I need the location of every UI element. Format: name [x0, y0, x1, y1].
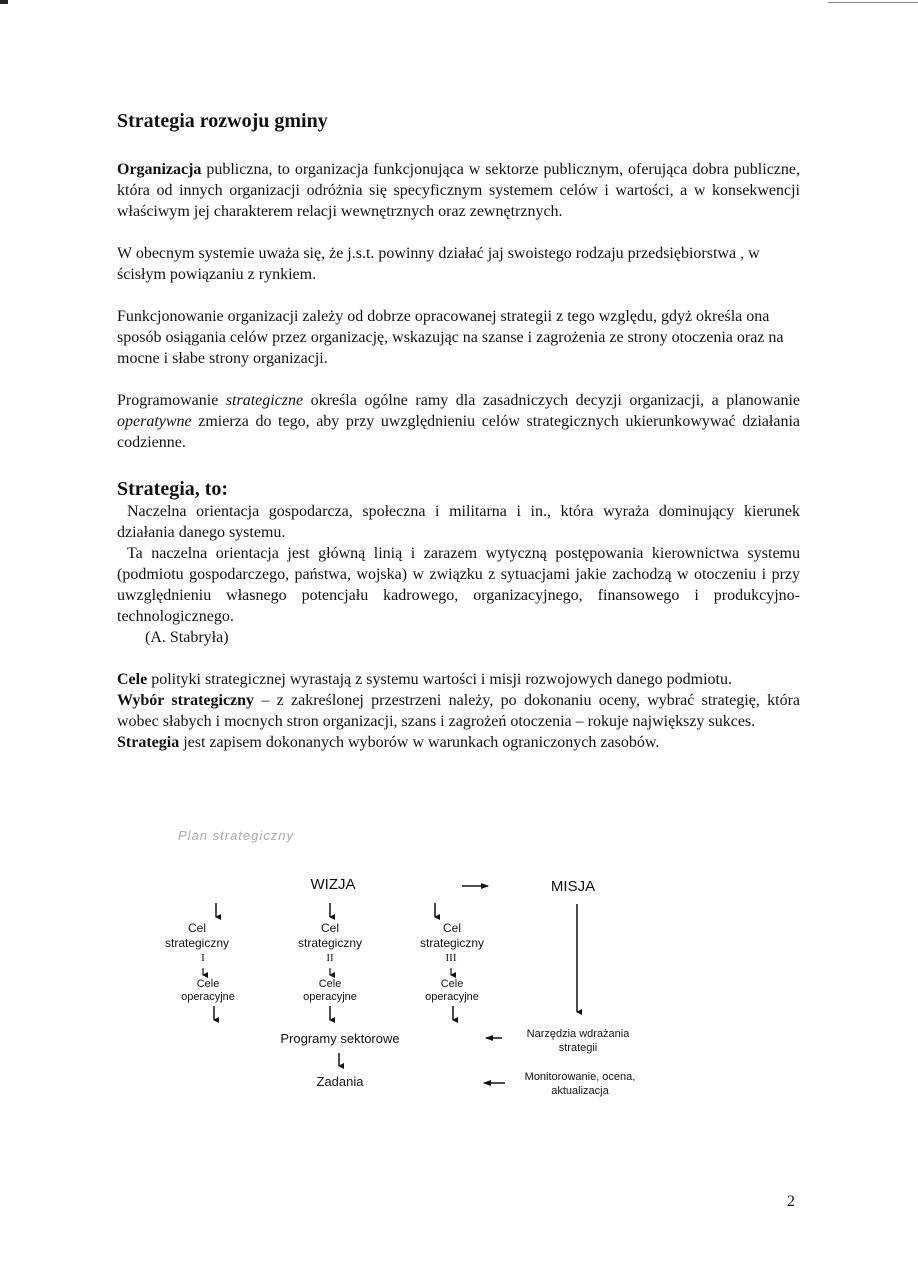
goal-1-label: Cel: [187, 921, 206, 935]
paragraph-programming: [117, 390, 800, 453]
paragraph-system: W obecnym systemie uważa się, że j.s.t. powinny działać jaj swoistego rodzaju przedsiębiorstwa , w ścisłym powiązaniu z rynkiem.: [117, 245, 760, 283]
operational-goals-1-sub: operacyjne: [181, 991, 235, 1003]
programming-text-3: zmierza do tego, aby przy uwzględnieniu celów strategicznych ukierunkowywać działania codzienne.: [117, 413, 800, 451]
page-number: 2: [787, 1193, 795, 1210]
term-operative: operatywne: [117, 413, 192, 430]
paragraph-strategic-choice: [117, 690, 800, 732]
paragraph-organization-text: publiczna, to organizacja funkcjonująca w sektorze publicznym, oferująca dobra publiczne, która od innych organizacji odróżnia się specyficznym systemem celów i wartości, a w konsekwencji właściwym jej charakterem relacji wewnętrznych oraz zewnętrznych.: [117, 161, 800, 220]
paragraph-goals-text: polityki strategicznej wyrastają z systemu wartości i misji rozwojowych danego podmiotu.: [147, 671, 732, 688]
operational-goals-1-label: Cele: [196, 978, 220, 990]
operational-goals-1: [163, 978, 253, 1004]
diagram-vision: WIZJA: [310, 876, 356, 893]
diagram-caption: Plan strategiczny: [178, 828, 294, 843]
strategy-heading: Strategia, to:: [117, 478, 229, 500]
operational-goals-3: [407, 978, 497, 1004]
term-strategy: Strategia: [117, 734, 180, 751]
goal-3: [402, 921, 502, 951]
goal-2-numeral: II: [326, 952, 334, 964]
term-strategic: strategiczne: [225, 392, 304, 409]
strategy-definition-1: Naczelna orientacja gospodarcza, społeczna i militarna i in., która wyraża dominujący kierunek działania danego systemu.: [117, 503, 800, 541]
document-body: [117, 108, 800, 753]
goal-1-numeral: I: [201, 952, 205, 964]
operational-goals-2-label: Cele: [318, 978, 342, 990]
term-organization: Organizacja: [117, 161, 202, 178]
citation-author: (A. Stabryła): [145, 629, 229, 646]
document-title: Strategia rozwoju gminy: [117, 110, 328, 132]
programming-text-1: Programowanie: [117, 392, 226, 409]
term-strategic-choice: Wybór strategiczny: [117, 692, 255, 709]
goal-3-label: Cel: [442, 921, 461, 935]
paragraph-organization: [117, 159, 800, 222]
paragraph-goals: [117, 669, 800, 690]
tasks: Zadania: [316, 1074, 364, 1089]
programming-text-2: określa ogólne ramy dla zasadniczych decyzji organizacji, a planowanie: [303, 392, 800, 409]
goal-2-label: Cel: [320, 921, 339, 935]
operational-goals-3-label: Cele: [440, 978, 464, 990]
goal-2: [280, 921, 380, 951]
scan-edge-line: [828, 2, 918, 3]
goal-3-sub: strategiczny: [419, 936, 485, 950]
paragraph-strategy-definition: [117, 732, 800, 753]
strategic-plan-diagram: [150, 828, 670, 1118]
goal-1-sub: strategiczny: [164, 936, 230, 950]
strategy-definition-2: Ta naczelna orientacja jest główną linią i zarazem wytyczną postępowania kierownictwa systemu (podmiotu gospodarczego, państwa, wojska) w związku z sytuacjami jakie zachodzą w otoczeniu i przy uwzględnieniu własnego potencjału kadrowego, organizacyjnego, finansowego i produkcyjno-technologicznego.: [117, 545, 800, 625]
paragraph-functioning: Funkcjonowanie organizacji zależy od dobrze opracowanej strategii z tego względu, gdyż określa ona sposób osiągania celów przez organizację, wskazując na szanse i zagrożenia ze strony otoczenia oraz na mocne i słabe strony organizacji.: [117, 308, 784, 367]
term-goals: Cele: [117, 671, 148, 688]
sector-programs: Programy sektorowe: [280, 1031, 400, 1046]
operational-goals-2: [285, 978, 375, 1004]
monitoring-evaluation: Monitorowanie, ocena, aktualizacja: [524, 1071, 636, 1097]
goal-3-numeral: III: [445, 952, 457, 964]
goal-1: [150, 921, 244, 951]
operational-goals-2-sub: operacyjne: [303, 991, 357, 1003]
paragraph-strategic-choice-text: – z zakreślonej przestrzeni należy, po dokonaniu oceny, wybrać strategię, która wobec słabych i mocnych stron organizacji, szans i zagrożeń otoczenia – rokuje największy sukces.: [117, 692, 800, 730]
scan-edge-mark: [0, 0, 8, 4]
goal-2-sub: strategiczny: [297, 936, 363, 950]
operational-goals-3-sub: operacyjne: [425, 991, 479, 1003]
diagram-mission: MISJA: [550, 878, 596, 895]
paragraph-strategy-definition-text: jest zapisem dokonanych wyborów w warunkach ograniczonych zasobów.: [179, 734, 660, 751]
implementation-tools: Narzędzia wdrażania strategii: [526, 1028, 630, 1054]
